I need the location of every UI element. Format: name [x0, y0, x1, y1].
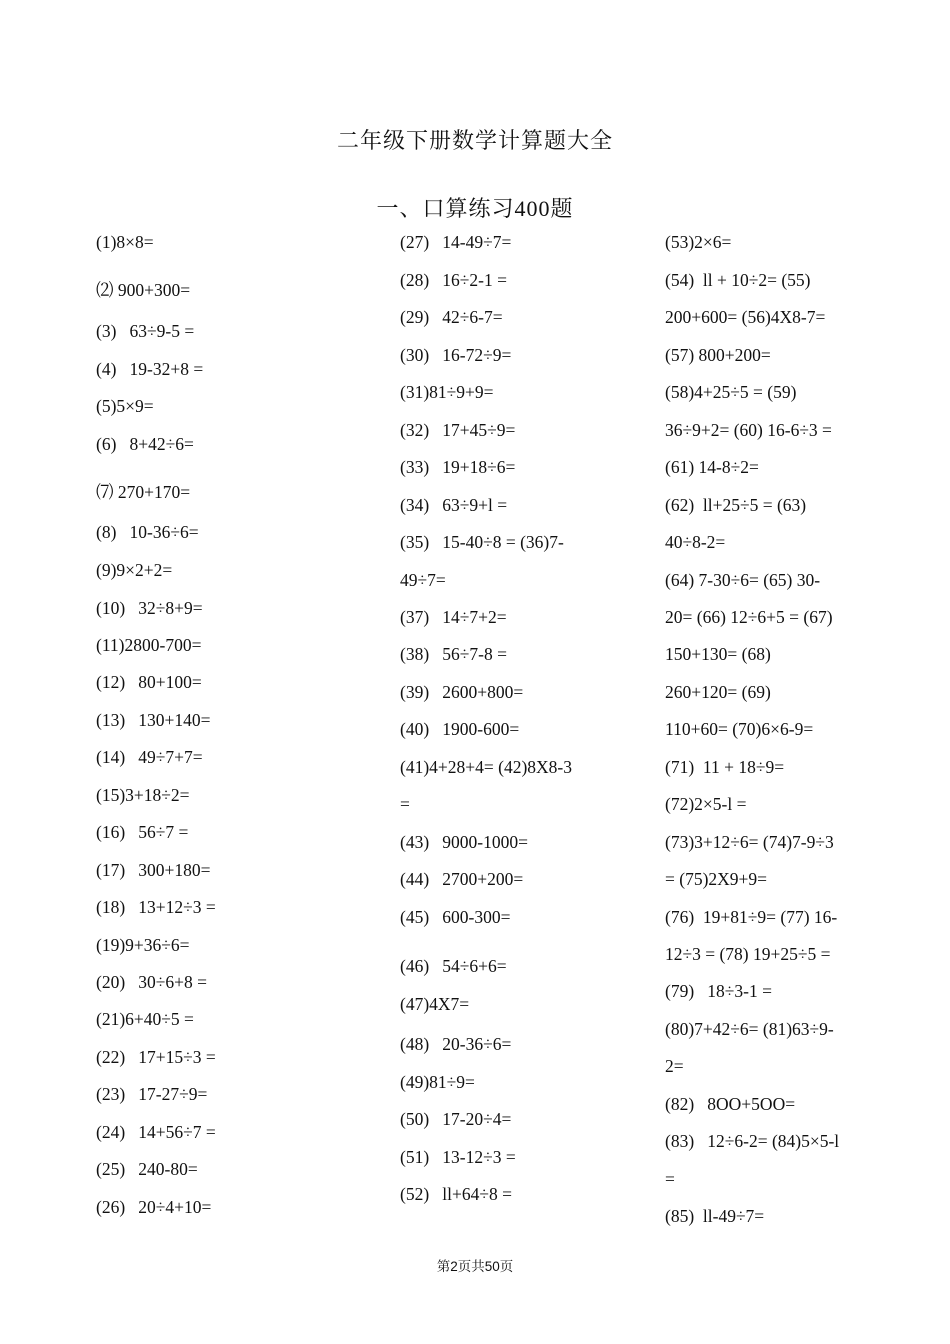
problem-line: (31)81÷9+9=: [400, 382, 494, 402]
problem-line: (40) 1900-600=: [400, 719, 520, 739]
problem-line: (85) ll-49÷7=: [665, 1206, 765, 1226]
problem-line: (33) 19+18÷6=: [400, 457, 516, 477]
problem-line: (47)4X7=: [400, 994, 470, 1014]
problem-line: (54) ll + 10÷2= (55): [665, 270, 811, 290]
problem-line: (13) 130+140=: [96, 710, 211, 730]
problem-line: (41)4+28+4= (42)8X8-3: [400, 757, 573, 777]
problem-line: (52) ll+64÷8 =: [400, 1184, 512, 1204]
problem-line: (80)7+42÷6= (81)63÷9-: [665, 1019, 834, 1039]
problem-line: (24) 14+56÷7 =: [96, 1122, 216, 1142]
problem-line: (35) 15-40÷8 = (36)7-: [400, 532, 564, 552]
document-title: 二年级下册数学计算题大全: [336, 128, 613, 153]
problem-line: 260+120= (69): [665, 682, 771, 702]
problem-line: 20= (66) 12÷6+5 = (67): [665, 607, 833, 627]
problem-line: (30) 16-72÷9=: [400, 345, 512, 365]
problem-line: (45) 600-300=: [400, 907, 511, 927]
problem-line: (9)9×2+2=: [96, 560, 173, 580]
problem-line: (1)8×8=: [96, 232, 154, 252]
problem-line: (76) 19+81÷9= (77) 16-: [665, 907, 838, 927]
problem-line: (18) 13+12÷3 =: [96, 897, 216, 917]
problem-line: (21)6+40÷5 =: [96, 1009, 194, 1029]
problem-line: 110+60= (70)6×6-9=: [665, 719, 814, 739]
problem-line: = (75)2X9+9=: [665, 869, 768, 889]
problem-line: (48) 20-36÷6=: [400, 1034, 512, 1054]
problem-line: (53)2×6=: [665, 232, 732, 252]
problem-line: (14) 49÷7+7=: [96, 747, 203, 767]
problem-line: (49)81÷9=: [400, 1072, 475, 1092]
problem-line: (5)5×9=: [96, 396, 154, 416]
problem-line: (3) 63÷9-5 =: [96, 321, 195, 341]
problem-line: (37) 14÷7+2=: [400, 607, 507, 627]
problem-line: (29) 42÷6-7=: [400, 307, 503, 327]
problem-line: (12) 80+100=: [96, 672, 202, 692]
problem-line: (62) ll+25÷5 = (63): [665, 495, 807, 515]
problem-line: =: [400, 794, 410, 814]
problem-line: (28) 16÷2-1 =: [400, 270, 507, 290]
problem-line: (34) 63÷9+l =: [400, 495, 508, 515]
problem-line: (82) 8OO+5OO=: [665, 1094, 796, 1114]
problem-line: (26) 20÷4+10=: [96, 1197, 212, 1217]
problem-line: ⑺ 270+170=: [96, 482, 191, 502]
problem-line: (17) 300+180=: [96, 860, 211, 880]
problem-line: (25) 240-80=: [96, 1159, 198, 1179]
problem-line: =: [665, 1169, 675, 1189]
problem-line: (22) 17+15÷3 =: [96, 1047, 216, 1067]
problem-line: (73)3+12÷6= (74)7-9÷3: [665, 832, 834, 852]
problem-line: (44) 2700+200=: [400, 869, 524, 889]
problem-line: 36÷9+2= (60) 16-6÷3 =: [665, 420, 832, 440]
problem-line: 49÷7=: [400, 570, 446, 590]
problem-line: 150+130= (68): [665, 644, 771, 664]
problem-line: (20) 30÷6+8 =: [96, 972, 207, 992]
problem-line: (38) 56÷7-8 =: [400, 644, 507, 664]
section-heading: 一、口算练习400题: [376, 196, 574, 221]
problem-line: (10) 32÷8+9=: [96, 598, 203, 618]
problem-line: (71) 11 + 18÷9=: [665, 757, 785, 777]
problem-line: (83) 12÷6-2= (84)5×5-l: [665, 1131, 840, 1151]
problem-line: 2=: [665, 1056, 684, 1076]
problem-line: (72)2×5-l =: [665, 794, 747, 814]
problem-line: (19)9+36÷6=: [96, 935, 190, 955]
problem-line: (11)2800-700=: [96, 635, 202, 655]
problem-line: (32) 17+45÷9=: [400, 420, 516, 440]
problem-line: (4) 19-32+8 =: [96, 359, 204, 379]
problem-line: 200+600= (56)4X8-7=: [665, 307, 826, 327]
problem-line: (51) 13-12÷3 =: [400, 1147, 516, 1167]
problem-line: (50) 17-20÷4=: [400, 1109, 512, 1129]
problem-line: (46) 54÷6+6=: [400, 956, 507, 976]
problem-line: (43) 9000-1000=: [400, 832, 528, 852]
problem-line: (57) 800+200=: [665, 345, 771, 365]
problem-line: (16) 56÷7 =: [96, 822, 189, 842]
problem-line: 40÷8-2=: [665, 532, 726, 552]
problem-line: (8) 10-36÷6=: [96, 522, 199, 542]
problem-line: (6) 8+42÷6=: [96, 434, 194, 454]
problem-line: (23) 17-27÷9=: [96, 1084, 208, 1104]
problem-line: (64) 7-30÷6= (65) 30-: [665, 570, 821, 590]
problem-line: (27) 14-49÷7=: [400, 232, 512, 252]
problem-line: (39) 2600+800=: [400, 682, 524, 702]
page-footer: 第2页共50页: [436, 1259, 514, 1274]
problem-line: (58)4+25÷5 = (59): [665, 382, 797, 402]
problem-line: (79) 18÷3-1 =: [665, 981, 772, 1001]
problem-line: 12÷3 = (78) 19+25÷5 =: [665, 944, 831, 964]
problem-line: (15)3+18÷2=: [96, 785, 190, 805]
problem-line: ⑵ 900+300=: [96, 280, 191, 300]
problem-line: (61) 14-8÷2=: [665, 457, 759, 477]
